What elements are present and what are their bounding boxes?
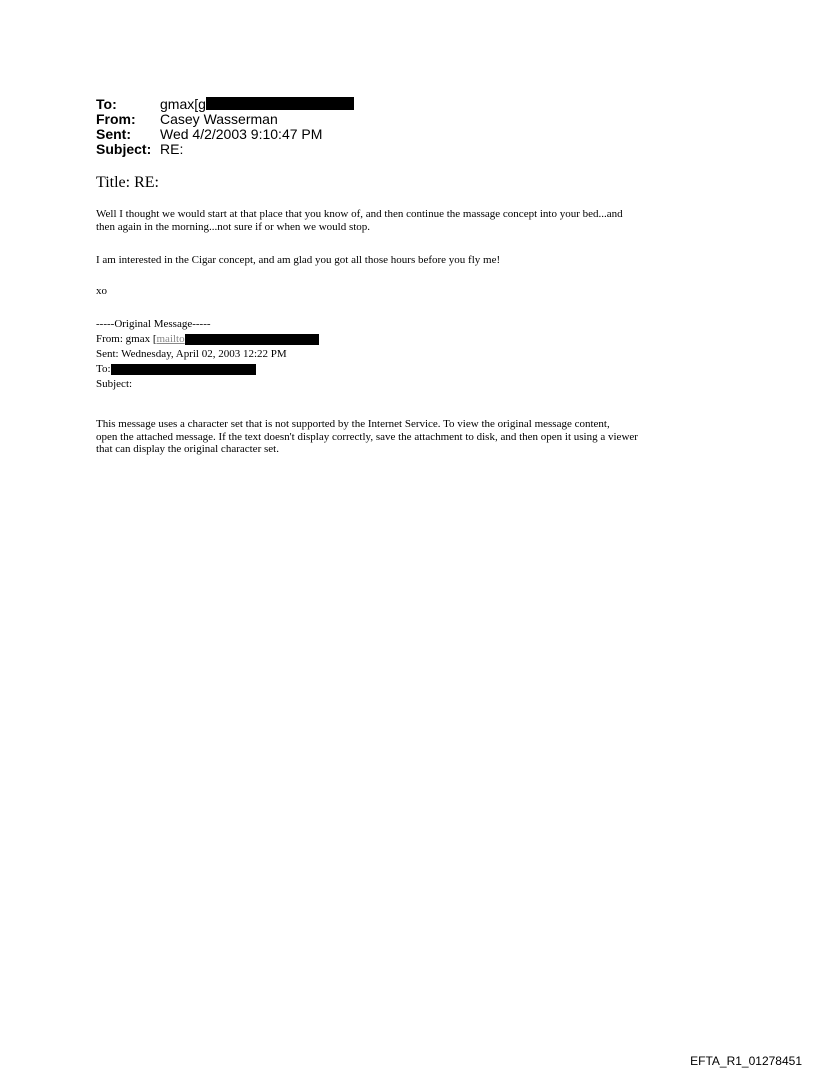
sent-label: Sent: bbox=[96, 126, 131, 142]
original-from-prefix: From: gmax [ bbox=[96, 333, 157, 345]
sent-value: Wed 4/2/2003 9:10:47 PM bbox=[160, 126, 323, 142]
document-id: EFTA_R1_01278451 bbox=[690, 1054, 802, 1068]
redaction-box bbox=[111, 364, 256, 375]
notice-line: open the attached message. If the text doesn't display correctly, save the attachment to disk, and then open it using a viewer bbox=[96, 430, 638, 443]
original-to bbox=[96, 362, 319, 377]
sent-row bbox=[96, 127, 354, 142]
charset-notice bbox=[96, 418, 638, 456]
body-line: Well I thought we would start at that place that you know of, and then continue the massage concept into your bed...and bbox=[96, 208, 623, 220]
original-divider: -----Original Message----- bbox=[96, 318, 211, 330]
from-value: Casey Wasserman bbox=[160, 111, 278, 127]
message-title: Title: RE: bbox=[96, 174, 159, 191]
notice-line: This message uses a character set that is not supported by the Internet Service. To view the original message content, bbox=[96, 418, 610, 430]
original-message-block bbox=[96, 317, 319, 392]
mailto-link[interactable]: mailto bbox=[156, 333, 185, 345]
body-signoff: xo bbox=[96, 285, 107, 297]
original-subject: Subject: bbox=[96, 378, 133, 390]
subject-value: RE: bbox=[160, 141, 184, 157]
to-label: To: bbox=[96, 96, 117, 112]
subject-label: Subject: bbox=[96, 141, 152, 157]
body-line: then again in the morning...not sure if or when we would stop. bbox=[96, 220, 371, 233]
to-value: gmax[g bbox=[160, 96, 206, 112]
original-to-label: To: bbox=[96, 363, 111, 375]
subject-row bbox=[96, 142, 354, 157]
email-header bbox=[96, 97, 354, 157]
from-label: From: bbox=[96, 111, 136, 127]
body-paragraph-1 bbox=[96, 208, 623, 233]
redaction-box bbox=[185, 334, 319, 345]
original-from bbox=[96, 332, 319, 347]
body-paragraph-2: I am interested in the Cigar concept, and am glad you got all those hours before you fly me! bbox=[96, 254, 501, 266]
to-row bbox=[96, 97, 354, 112]
from-row bbox=[96, 112, 354, 127]
redaction-box bbox=[206, 97, 354, 110]
notice-line: that can display the original character set. bbox=[96, 443, 279, 455]
original-sent: Sent: Wednesday, April 02, 2003 12:22 PM bbox=[96, 348, 287, 360]
